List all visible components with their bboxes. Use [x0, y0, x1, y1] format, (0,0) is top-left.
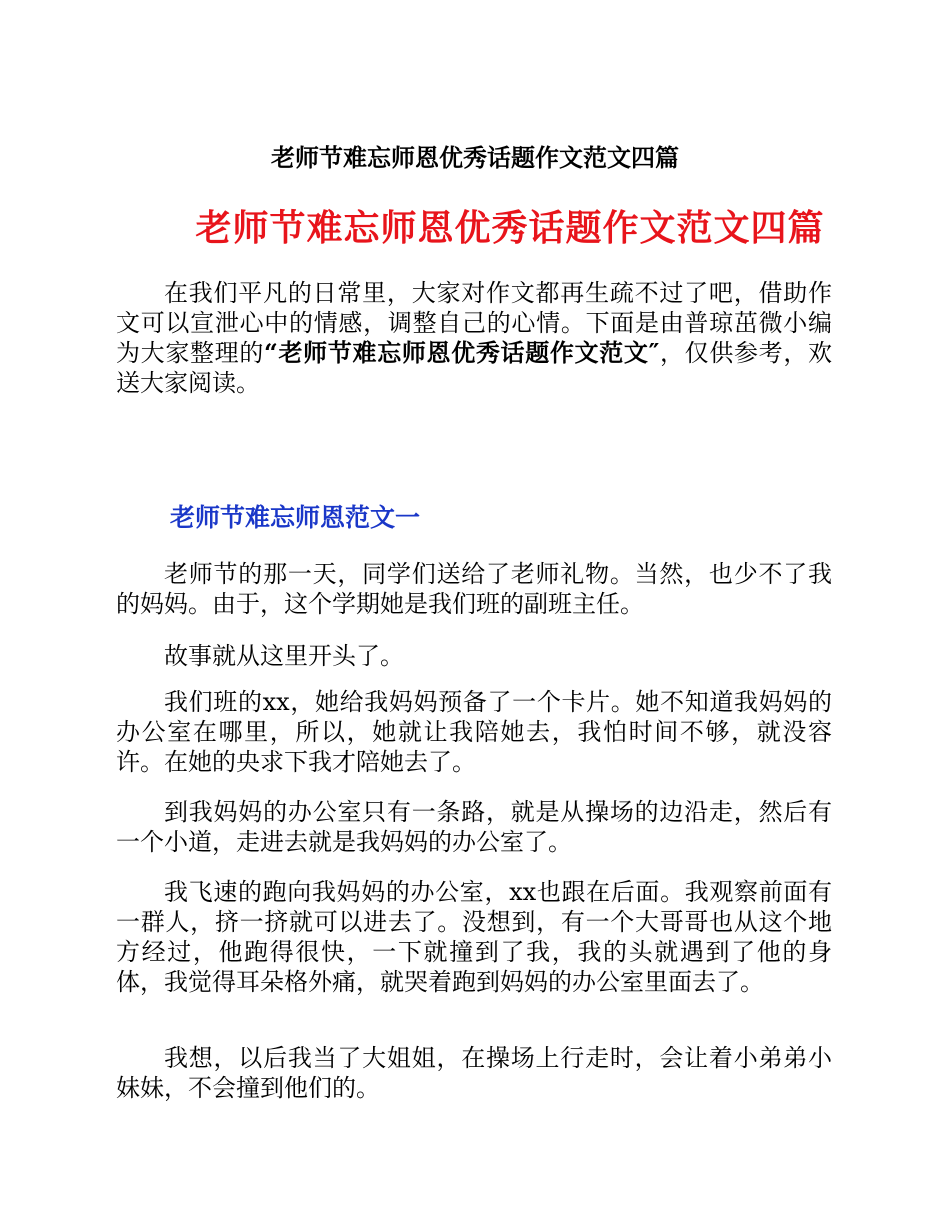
- body-paragraph-2: 故事就从这里开头了。: [164, 642, 404, 670]
- intro-paragraph: [116, 278, 832, 398]
- body-paragraph-4: 到我妈妈的办公室只有一条路，就是从操场的边沿走，然后有一个小道，走进去就是我妈妈的办公室了。: [116, 798, 832, 856]
- intro-quoted-title: “老师节难忘师恩优秀话题作文范文″: [264, 338, 660, 367]
- body-paragraph-5: 我飞速的跑向我妈妈的办公室，xx也跟在后面。我观察前面有一群人，挤一挤就可以进去了。没想到，有一个大哥哥也从这个地方经过，他跑得很快，一下就撞到了我，我的头就遇到了他的身体，我觉得耳朵格外痛，就哭着跑到妈妈的办公室里面去了。: [116, 878, 832, 996]
- document-header-title: 老师节难忘师恩优秀话题作文范文四篇: [271, 143, 679, 172]
- body-paragraph-1: 老师节的那一天，同学们送给了老师礼物。当然，也少不了我的妈妈。由于，这个学期她是我们班的副班主任。: [116, 560, 832, 618]
- body-paragraph-3: 我们班的xx，她给我妈妈预备了一个卡片。她不知道我妈妈的办公室在哪里，所以，她就让我陪她去，我怕时间不够，就没容许。在她的央求下我才陪她去了。: [116, 688, 832, 776]
- intro-text-before: 在我们平凡的日常里，大家对作文都再生疏不过了吧，借助作文可以宣泄心中的情感，调整自己的心情。下面是由普琼茁微小编为大家整理的: [116, 279, 832, 367]
- intro-text-after: ，仅供参考，欢送大家阅读。: [116, 339, 833, 397]
- body-paragraph-6: 我想，以后我当了大姐姐，在操场上行走时，会让着小弟弟小妹妹，不会撞到他们的。: [116, 1044, 832, 1102]
- section-heading: 老师节难忘师恩范文一: [170, 503, 421, 532]
- main-title: 老师节难忘师恩优秀话题作文范文四篇: [195, 207, 825, 249]
